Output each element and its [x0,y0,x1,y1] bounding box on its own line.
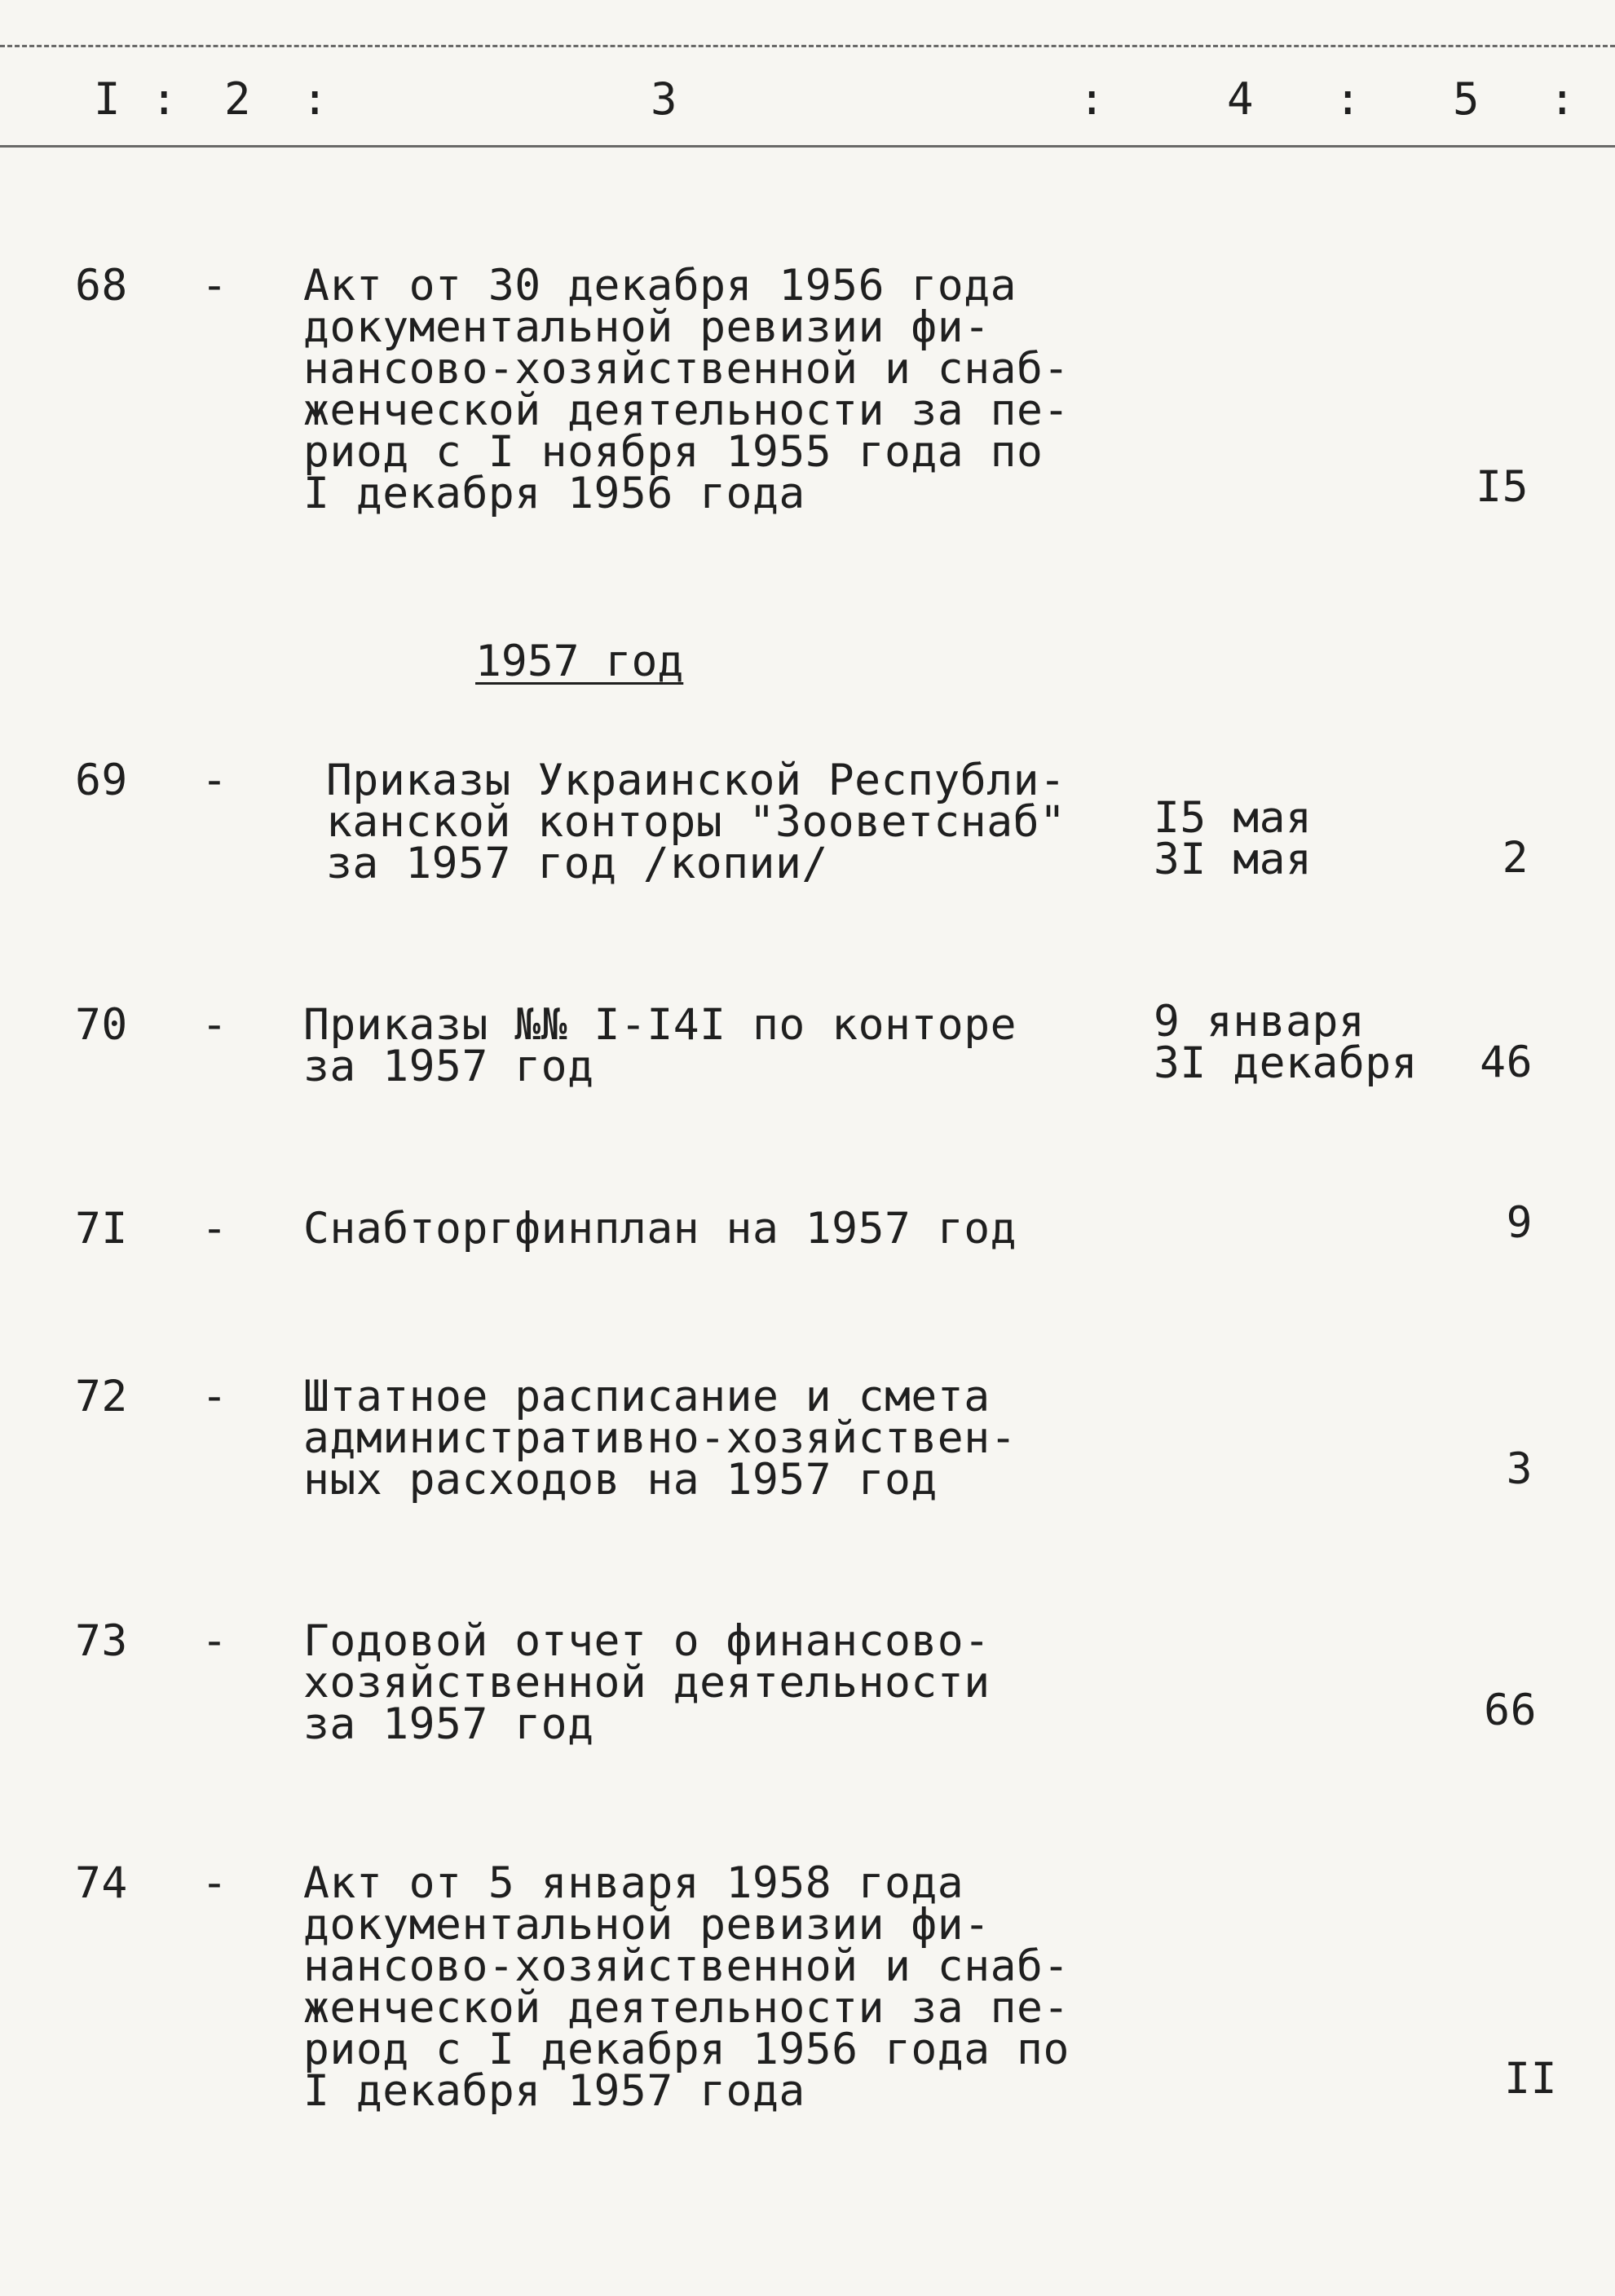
row-dash: - [201,1616,228,1666]
row-description: Штатное расписание и смета административно-хозяйствен- ных расходов на 1957 год [303,1372,1017,1505]
row-number: 70 [75,1000,128,1050]
row-number: 74 [75,1858,128,1908]
row-number: 7I [75,1204,128,1254]
row-dates: 9 января 3I декабря [1154,997,1419,1088]
row-dash: - [201,756,228,805]
row-number: 72 [75,1372,128,1421]
header-col3: 3 [651,73,677,125]
header-sep: : [151,73,178,125]
section-title: 1957 год [475,637,684,686]
header-col5: 5 [1453,73,1480,125]
row-dash: - [201,1000,228,1050]
row-description: Снабторгфинплан на 1957 год [303,1204,1017,1254]
row-dash: - [201,1858,228,1908]
row-number: 73 [75,1616,128,1666]
header-sep: : [1079,73,1105,125]
row-description: Акт от 30 декабря 1956 года документальной ревизии фи- нансово-хозяйственной и снаб- женческой деятельности за пе- риод с I ноября 1955 года по I декабря 1956 года [303,261,1070,518]
header-col4: 4 [1227,73,1254,125]
header-top-rule [0,45,1615,47]
row-description: Годовой отчет о финансово- хозяйственной деятельности за 1957 год [303,1616,991,1749]
row-sheets: 66 [1484,1686,1537,1735]
header-sep: : [302,73,329,125]
row-dash: - [201,261,228,311]
row-description: Акт от 5 января 1958 года документальной ревизии фи- нансово-хозяйственной и снаб- женческой деятельности за пе- риод с I декабря 1956 года по I декабря 1957 года [303,1858,1070,2116]
header-col2: 2 [224,73,251,125]
header-col1: I [94,73,121,125]
row-sheets: 46 [1480,1038,1533,1087]
row-sheets: 2 [1502,833,1529,883]
row-number: 68 [75,261,128,311]
row-dates: I5 мая 3I мая [1154,793,1313,884]
row-description: Приказы №№ I-I4I по конторе за 1957 год [303,1000,1017,1091]
row-dash: - [201,1372,228,1421]
row-sheets: I5 [1476,462,1529,512]
header-bottom-rule [0,145,1615,148]
row-dash: - [201,1204,228,1254]
row-sheets: II [1504,2054,1557,2104]
row-sheets: 9 [1506,1198,1533,1248]
row-description: Приказы Украинской Республи- канской конторы "Зооветснаб" за 1957 год /копии/ [326,756,1066,888]
header-sep: : [1335,73,1361,125]
row-sheets: 3 [1506,1444,1533,1494]
header-sep: : [1549,73,1576,125]
row-number: 69 [75,756,128,805]
